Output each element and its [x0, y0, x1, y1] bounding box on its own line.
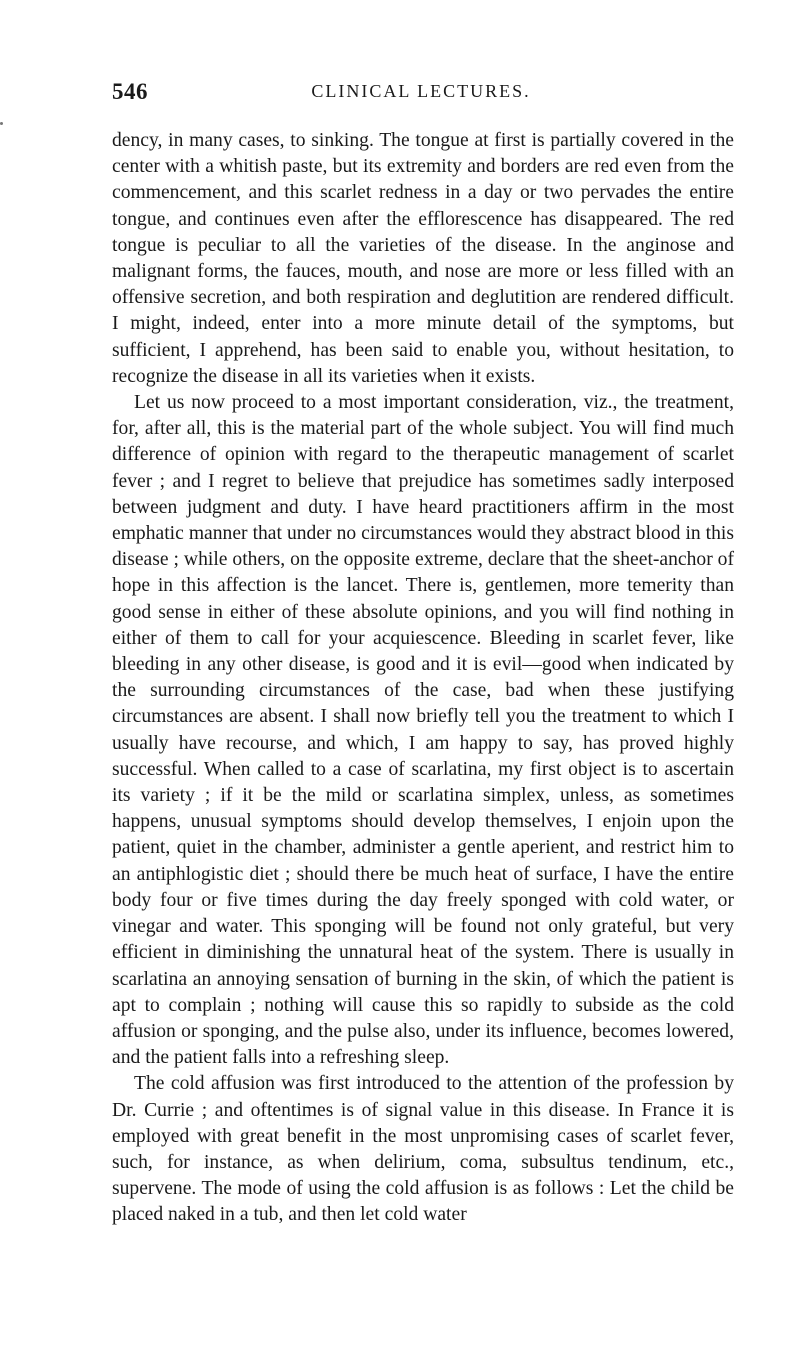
paragraph-treatment: Let us now proceed to a most important consideration, viz., the treatment, for, after all, this is the material part of the whole subject. You will find much difference of opinion with regard to the therapeutic management of scarlet fever ; and I regret to believe that prejudice has sometimes sadly interposed between judgment and duty. I have heard practitioners affirm in the most emphatic manner that under no circumstances would they abstract blood in this disease ; while others, on the opposite extreme, declare that the sheet-anchor of hope in this affection is the lancet. There is, gentlemen, more temerity than good sense in either of these absolute opinions, and you will find nothing in either of them to call for your acquiescence. Bleeding in scarlet fever, like bleeding in any other disease, is good and it is evil—good when indicated by the surrounding circumstances of the case, bad when these justifying circumstances are absent. I shall now briefly tell you the treatment to which I usually have recourse, and which, I am happy to say, has proved highly successful. When called to a case of scarlatina, my first object is to ascertain its variety ; if it be the mild or scarlatina simplex, unless, as sometimes happens, unusual symptoms should develop themselves, I enjoin upon the patient, quiet in the chamber, administer a gentle aperient, and restrict him to an antiphlogistic diet ; should there be much heat of surface, I have the entire body four or five times during the day freely sponged with cold water, or vinegar and water. This sponging will be found not only grateful, but very efficient in diminishing the unnatural heat of the system. There is usually in scarlatina an annoying sensation of burning in the skin, of which the patient is apt to complain ; nothing will cause this so rapidly to subside as the cold affusion or sponging, and the pulse also, under its influence, becomes lowered, and the patient falls into a refreshing sleep. — [112, 392, 734, 1069]
body-text — [112, 128, 734, 1229]
paragraph-cold-affusion: The cold affusion was first introduced to the attention of the profession by Dr. Currie ; and oftentimes is of signal value in this disease. In France it is employed with great benefit in the most unpromising cases of scarlet fever, such, for instance, as when delirium, coma, subsultus tendinum, etc., supervene. The mode of using the cold affusion is as follows : Let the child be placed naked in a tub, and then let cold water — [112, 1073, 734, 1226]
running-head: CLINICAL LECTURES. — [311, 81, 531, 101]
page-edge-mark — [0, 122, 3, 125]
paragraph-continued: dency, in many cases, to sinking. The tongue at first is partially covered in the center with a whitish paste, but its extremity and borders are red even from the commencement, and this scarlet redness in a day or two pervades the entire tongue, and continues even after the efflorescence has disappeared. The red tongue is peculiar to all the varieties of the disease. In the anginose and malignant forms, the fauces, mouth, and nose are more or less filled with an offensive secretion, and both respiration and deglutition are rendered difficult. I might, indeed, enter into a more minute detail of the symptoms, but sufficient, I apprehend, has been said to enable you, without hesitation, to recognize the disease in all its varieties when it exists. — [112, 130, 734, 387]
page-header — [112, 79, 730, 109]
page-number: 546 — [112, 79, 148, 104]
